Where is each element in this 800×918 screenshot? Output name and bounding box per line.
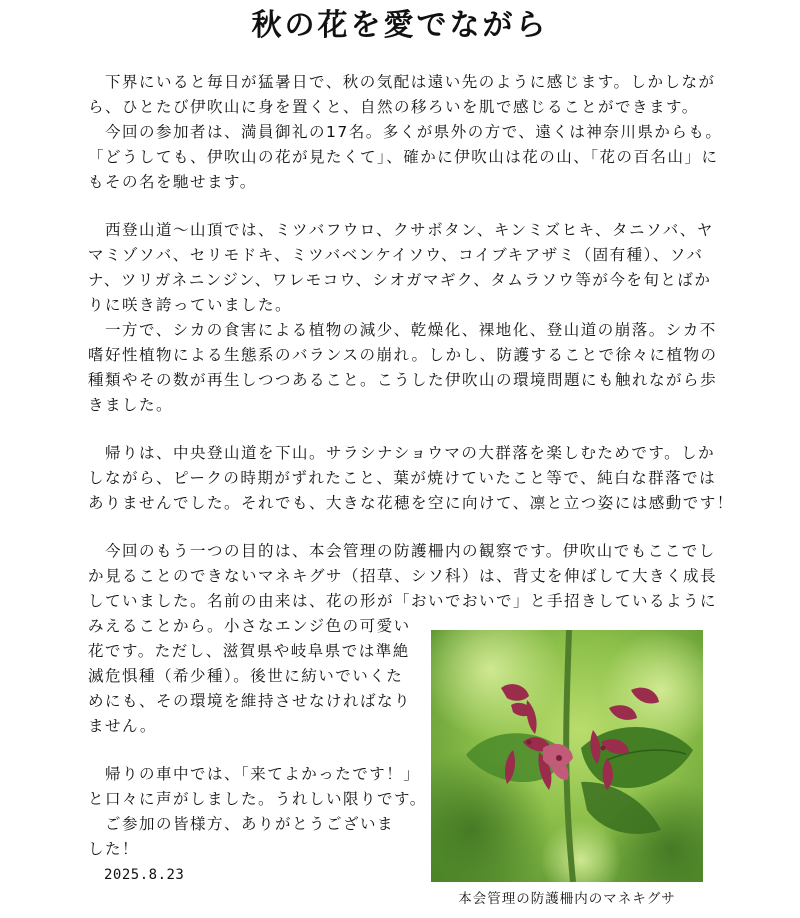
text-line: 今回の参加者は、満員御礼の17名。多くが県外の方で、遠くは神奈川県からも。 xyxy=(88,123,723,141)
text-line: ナ、ツリガネニンジン、ワレモコウ、シオガマギク、タムラソウ等が今を旬とばか xyxy=(88,271,712,289)
text-line: していました。名前の由来は、花の形が「おいでおいで」と手招きしているように xyxy=(88,592,718,610)
photo-illustration xyxy=(431,630,703,882)
text-line: 一方で、シカの食害による植物の減少、乾燥化、裸地化、登山道の崩落。シカ不 xyxy=(88,321,717,339)
text-line: 「どうしても、伊吹山の花が見たくて」、確かに伊吹山は花の山、「花の百名山」に xyxy=(88,148,719,166)
text-line: 帰りの車中では、「来てよかったです！」 xyxy=(88,765,421,783)
text-line: みえることから。小さなエンジ色の可愛い xyxy=(88,617,411,635)
text-line: 帰りは、中央登山道を下山。サラシナショウマの大群落を楽しむためです。しか xyxy=(88,444,716,462)
text-line: きました。 xyxy=(88,396,174,414)
text-line: 滅危惧種（希少種）。後世に紡いでいくた xyxy=(88,667,404,685)
text-line: 西登山道～山頂では、ミツバフウロ、クサボタン、キンミズヒキ、タニソバ、ヤ xyxy=(88,221,714,239)
text-line: マミゾソバ、セリモドキ、ミツバベンケイソウ、コイブキアザミ（固有種）、ソバ xyxy=(88,246,704,264)
text-line: ご参加の皆様方、ありがとうございま xyxy=(88,815,395,833)
text-line: 今回のもう一つの目的は、本会管理の防護柵内の観察です。伊吹山でもここでし xyxy=(88,542,716,560)
text-line: りに咲き誇っていました。 xyxy=(88,296,293,314)
text-line: ら、ひとたび伊吹山に身を置くと、自然の移ろいを肌で感じることができます。 xyxy=(88,98,699,116)
text-line: か見ることのできないマネキグサ（招草、シソ科）は、背丈を伸ばして大きく成長 xyxy=(88,567,718,585)
text-line: 下界にいると毎日が猛暑日で、秋の気配は遠い先のように感じます。しかしなが xyxy=(88,73,716,91)
text-line: ありませんでした。それでも、大きな花穂を空に向けて、凛と立つ姿には感動です！ xyxy=(88,494,734,512)
text-line: と口々に声がしました。うれしい限りです。 xyxy=(88,790,427,808)
flower-photo xyxy=(431,630,703,882)
text-line: 嗜好性植物による生態系のバランスの崩れ。しかし、防護することで徐々に植物の xyxy=(88,346,718,364)
text-line: しながら、ピークの時期がずれたこと、葉が焼けていたこと等で、純白な群落では xyxy=(88,469,717,487)
text-line: ません。 xyxy=(88,717,157,735)
text-line: した！ xyxy=(88,840,140,858)
text-line: 種類やその数が再生しつつあること。こうした伊吹山の環境問題にも触れながら歩 xyxy=(88,371,718,389)
photo-caption: 本会管理の防護柵内のマネキグサ xyxy=(458,891,676,907)
page-title: 秋の花を愛でながら xyxy=(251,8,549,43)
text-line: もその名を馳せます。 xyxy=(88,173,257,191)
date-label: 2025.8.23 xyxy=(104,867,185,883)
text-line: 花です。ただし、滋賀県や岐阜県では準絶 xyxy=(88,642,410,660)
text-line: めにも、その環境を維持させなければなり xyxy=(88,692,412,710)
